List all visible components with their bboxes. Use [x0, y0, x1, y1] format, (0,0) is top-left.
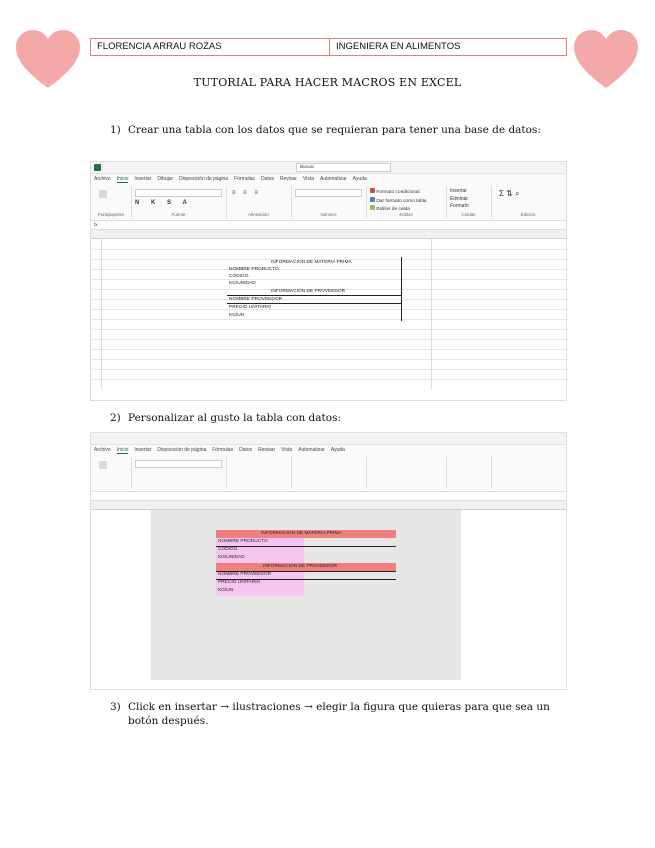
tab: Vista [302, 176, 314, 182]
group-label: Alineación [248, 212, 269, 217]
ribbon-tabs [91, 174, 566, 184]
table-cell: CÓDIGO [229, 274, 249, 279]
tab: Disposición de página [179, 176, 229, 182]
step-text: Click en insertar → ilustraciones → elegir la figura que quieras para que sea un botón después. [128, 701, 550, 727]
title-bar [91, 433, 566, 445]
header-table [90, 38, 567, 56]
paste-icon [99, 190, 107, 198]
tab: Revisar [258, 447, 276, 453]
group-label: Estilos [399, 212, 413, 217]
table-cell: NOMBRE PRODUCTO [229, 267, 279, 272]
cells-item: Formato [450, 203, 469, 209]
table-cell: KG/UN [229, 313, 245, 318]
tab: Insertar [134, 447, 152, 453]
style-item: Estilos de celda [376, 207, 410, 212]
formula-bar [91, 492, 566, 501]
style-item: Dar formato como tabla [376, 199, 427, 204]
column-headers [91, 501, 566, 510]
table-cell: KG/UN [218, 588, 234, 593]
table-cell: PRECIO UNITARIO [218, 580, 261, 585]
tab: Ayuda [330, 447, 345, 453]
sheet-grid [91, 239, 566, 389]
table-cell: NOMBRE PRODUCTO [218, 539, 268, 544]
excel-screenshot-2 [90, 432, 567, 690]
step-2 [110, 411, 550, 425]
step-3 [110, 700, 550, 728]
table-cell: INFORMACION DE MATERIA PRIMA [271, 260, 352, 265]
group-label: Número [320, 212, 337, 217]
step-number: 3) [110, 701, 121, 713]
column-headers [91, 230, 566, 239]
style-item: Formato condicional [376, 190, 420, 195]
ribbon-tabs [91, 445, 566, 455]
group-label: Fuente [171, 212, 186, 217]
paste-icon [99, 461, 107, 469]
group-label: Edición [520, 212, 536, 217]
tab: Automatizar [319, 176, 347, 182]
cells-item: Insertar [450, 188, 467, 194]
tab: Archivo [94, 447, 111, 453]
table-cell: INFORMACION DE PROVEEDOR [263, 564, 338, 569]
tab: Revisar [280, 176, 297, 182]
ribbon-body [91, 455, 566, 492]
excel-logo-icon [94, 164, 101, 171]
formula-bar: fx [91, 221, 566, 230]
ribbon-body: Portapapeles N K S A Fuente ≡ ≡ ≡ Alineación Número Formato condicional Dar formato como tabla Estilos de celda Estilos Insertar Eliminar Formato Celdas Σ ⇅ ⌕ Edición [91, 184, 566, 221]
table-cell: KG/UNIDAD [218, 555, 245, 560]
step-number: 1) [110, 124, 121, 136]
table-cell: INFORMACIÓN DE PROVEEDOR [271, 289, 346, 294]
table-cell: NOMBRE PROVEEDOR [218, 572, 272, 577]
table-cell: NOMBRE PROVEEDOR [229, 297, 283, 302]
step-text: Crear una tabla con los datos que se requieran para tener una base de datos: [128, 124, 541, 136]
table-cell: INFORMACION DE MATERIA PRIMA [261, 531, 342, 536]
group-label: Portapapeles [97, 212, 125, 217]
cells-item: Eliminar [450, 196, 469, 202]
tab: Insertar [134, 176, 152, 182]
tab: Fórmulas [234, 176, 255, 182]
title-bar [91, 162, 566, 174]
tab: Vista [281, 447, 293, 453]
tab: Datos [239, 447, 253, 453]
page-title: TUTORIAL PARA HACER MACROS EN EXCEL [193, 76, 462, 89]
excel-screenshot-1 [90, 161, 567, 401]
search-box: Buscar [296, 163, 391, 172]
table-cell: KG/UNIDAD [229, 281, 256, 286]
table-cell: CODIGO [218, 547, 238, 552]
step-number: 2) [110, 412, 121, 424]
table-cell: PRECIO UNITARIO [229, 305, 272, 310]
tab: Datos [260, 176, 274, 182]
tab: Inicio [116, 175, 129, 182]
sheet-grid [91, 510, 566, 680]
tab: Inicio [116, 446, 129, 453]
step-1 [110, 123, 550, 137]
tab: Automatizar [298, 447, 325, 453]
group-label: Celdas [461, 212, 476, 217]
tab: Disposición de página [157, 447, 207, 453]
author-name: FLORENCIA ARRAU ROZAS [91, 39, 330, 55]
tab: Fórmulas [212, 447, 234, 453]
tab: Dibujar [157, 176, 174, 182]
step-text: Personalizar al gusto la tabla con datos: [128, 412, 341, 424]
tab: Ayuda [352, 176, 367, 182]
tab: Archivo [94, 176, 111, 182]
author-role: INGENIERA EN ALIMENTOS [336, 41, 461, 52]
